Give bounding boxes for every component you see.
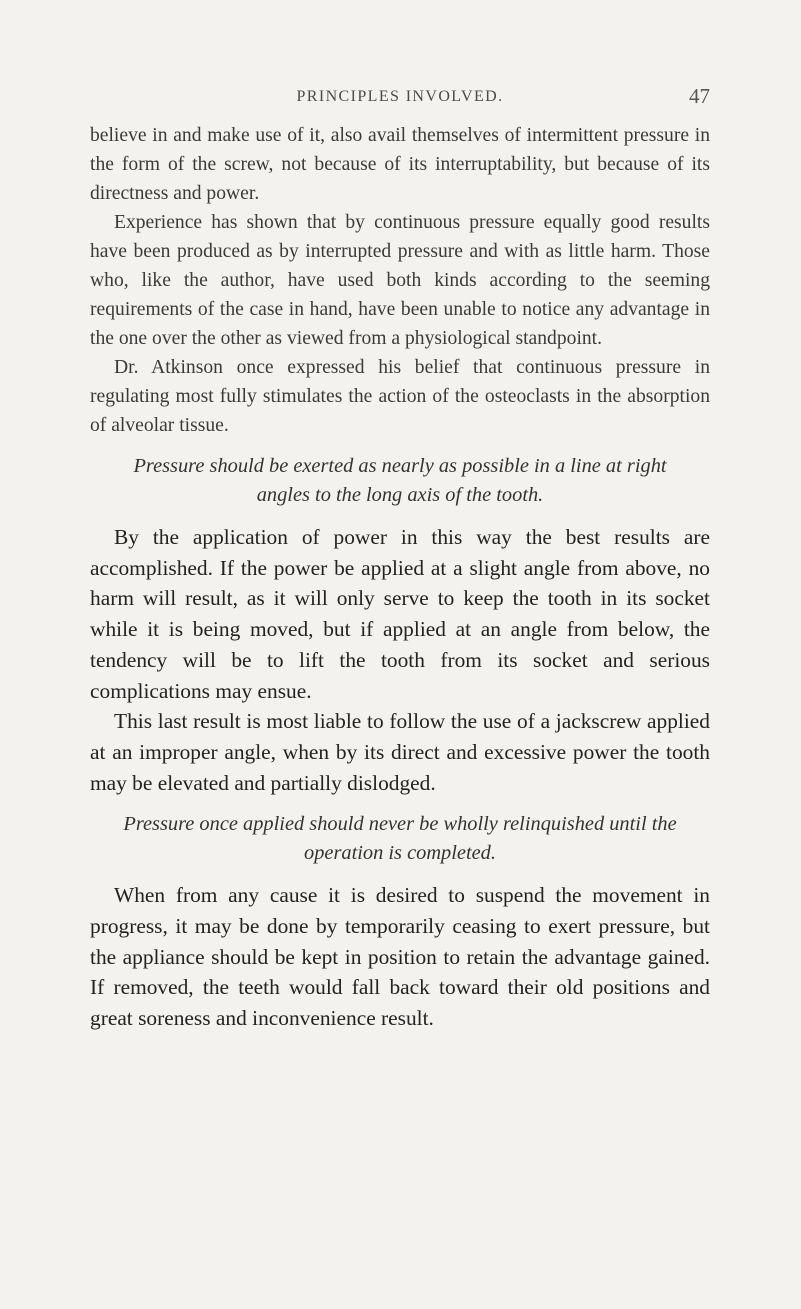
paragraph-experience: Experience has shown that by continuous pressure equally good results have been produced as by interrupted pressure and with as little harm. Those who, like the author, have used both kinds according to the seeming requirements of the case in hand, have been unable to notice any advantage in the one over the other as viewed from a physiological standpoint. [90, 212, 710, 349]
paragraph-jackscrew: This last result is most liable to follow the use of a jackscrew applied at an improper angle, when by its direct and excessive power the tooth may be elevated and partially dislodged. [90, 709, 710, 795]
paragraph-suspend: When from any cause it is desired to suspend the movement in progress, it may be done by temporarily ceasing to exert pressure, but the appliance should be kept in position to retain the advantage gained. If removed, the teeth would fall back toward their old positions and great soreness and inconvenience result. [90, 883, 710, 1031]
paragraph-continued: believe in and make use of it, also avail themselves of intermittent pressure in the form of the screw, not because of its interruptability, but because of its directness and power. [90, 125, 710, 204]
rule-heading-right-angles: Pressure should be exerted as nearly as possible in a line at right angles to the long axis of the tooth. [133, 455, 667, 506]
body-text [90, 121, 710, 1034]
page-number: 47 [689, 84, 710, 108]
rule-heading-never-relinquished: Pressure once applied should never be wholly relinquished until the operation is completed. [123, 813, 677, 865]
running-head [90, 84, 710, 112]
running-title: PRINCIPLES INVOLVED. [296, 88, 504, 105]
paragraph-atkinson: Dr. Atkinson once expressed his belief that continuous pressure in regulating most fully stimulates the action of the osteoclasts in the absorption of alveolar tissue. [90, 357, 710, 436]
paragraph-application: By the application of power in this way the best results are accomplished. If the power be applied at a slight angle from above, no harm will result, as it will only serve to keep the tooth in its socket while it is being moved, but if applied at an angle from below, the tendency will be to lift the tooth from its socket and serious complications may ensue. [90, 525, 710, 703]
